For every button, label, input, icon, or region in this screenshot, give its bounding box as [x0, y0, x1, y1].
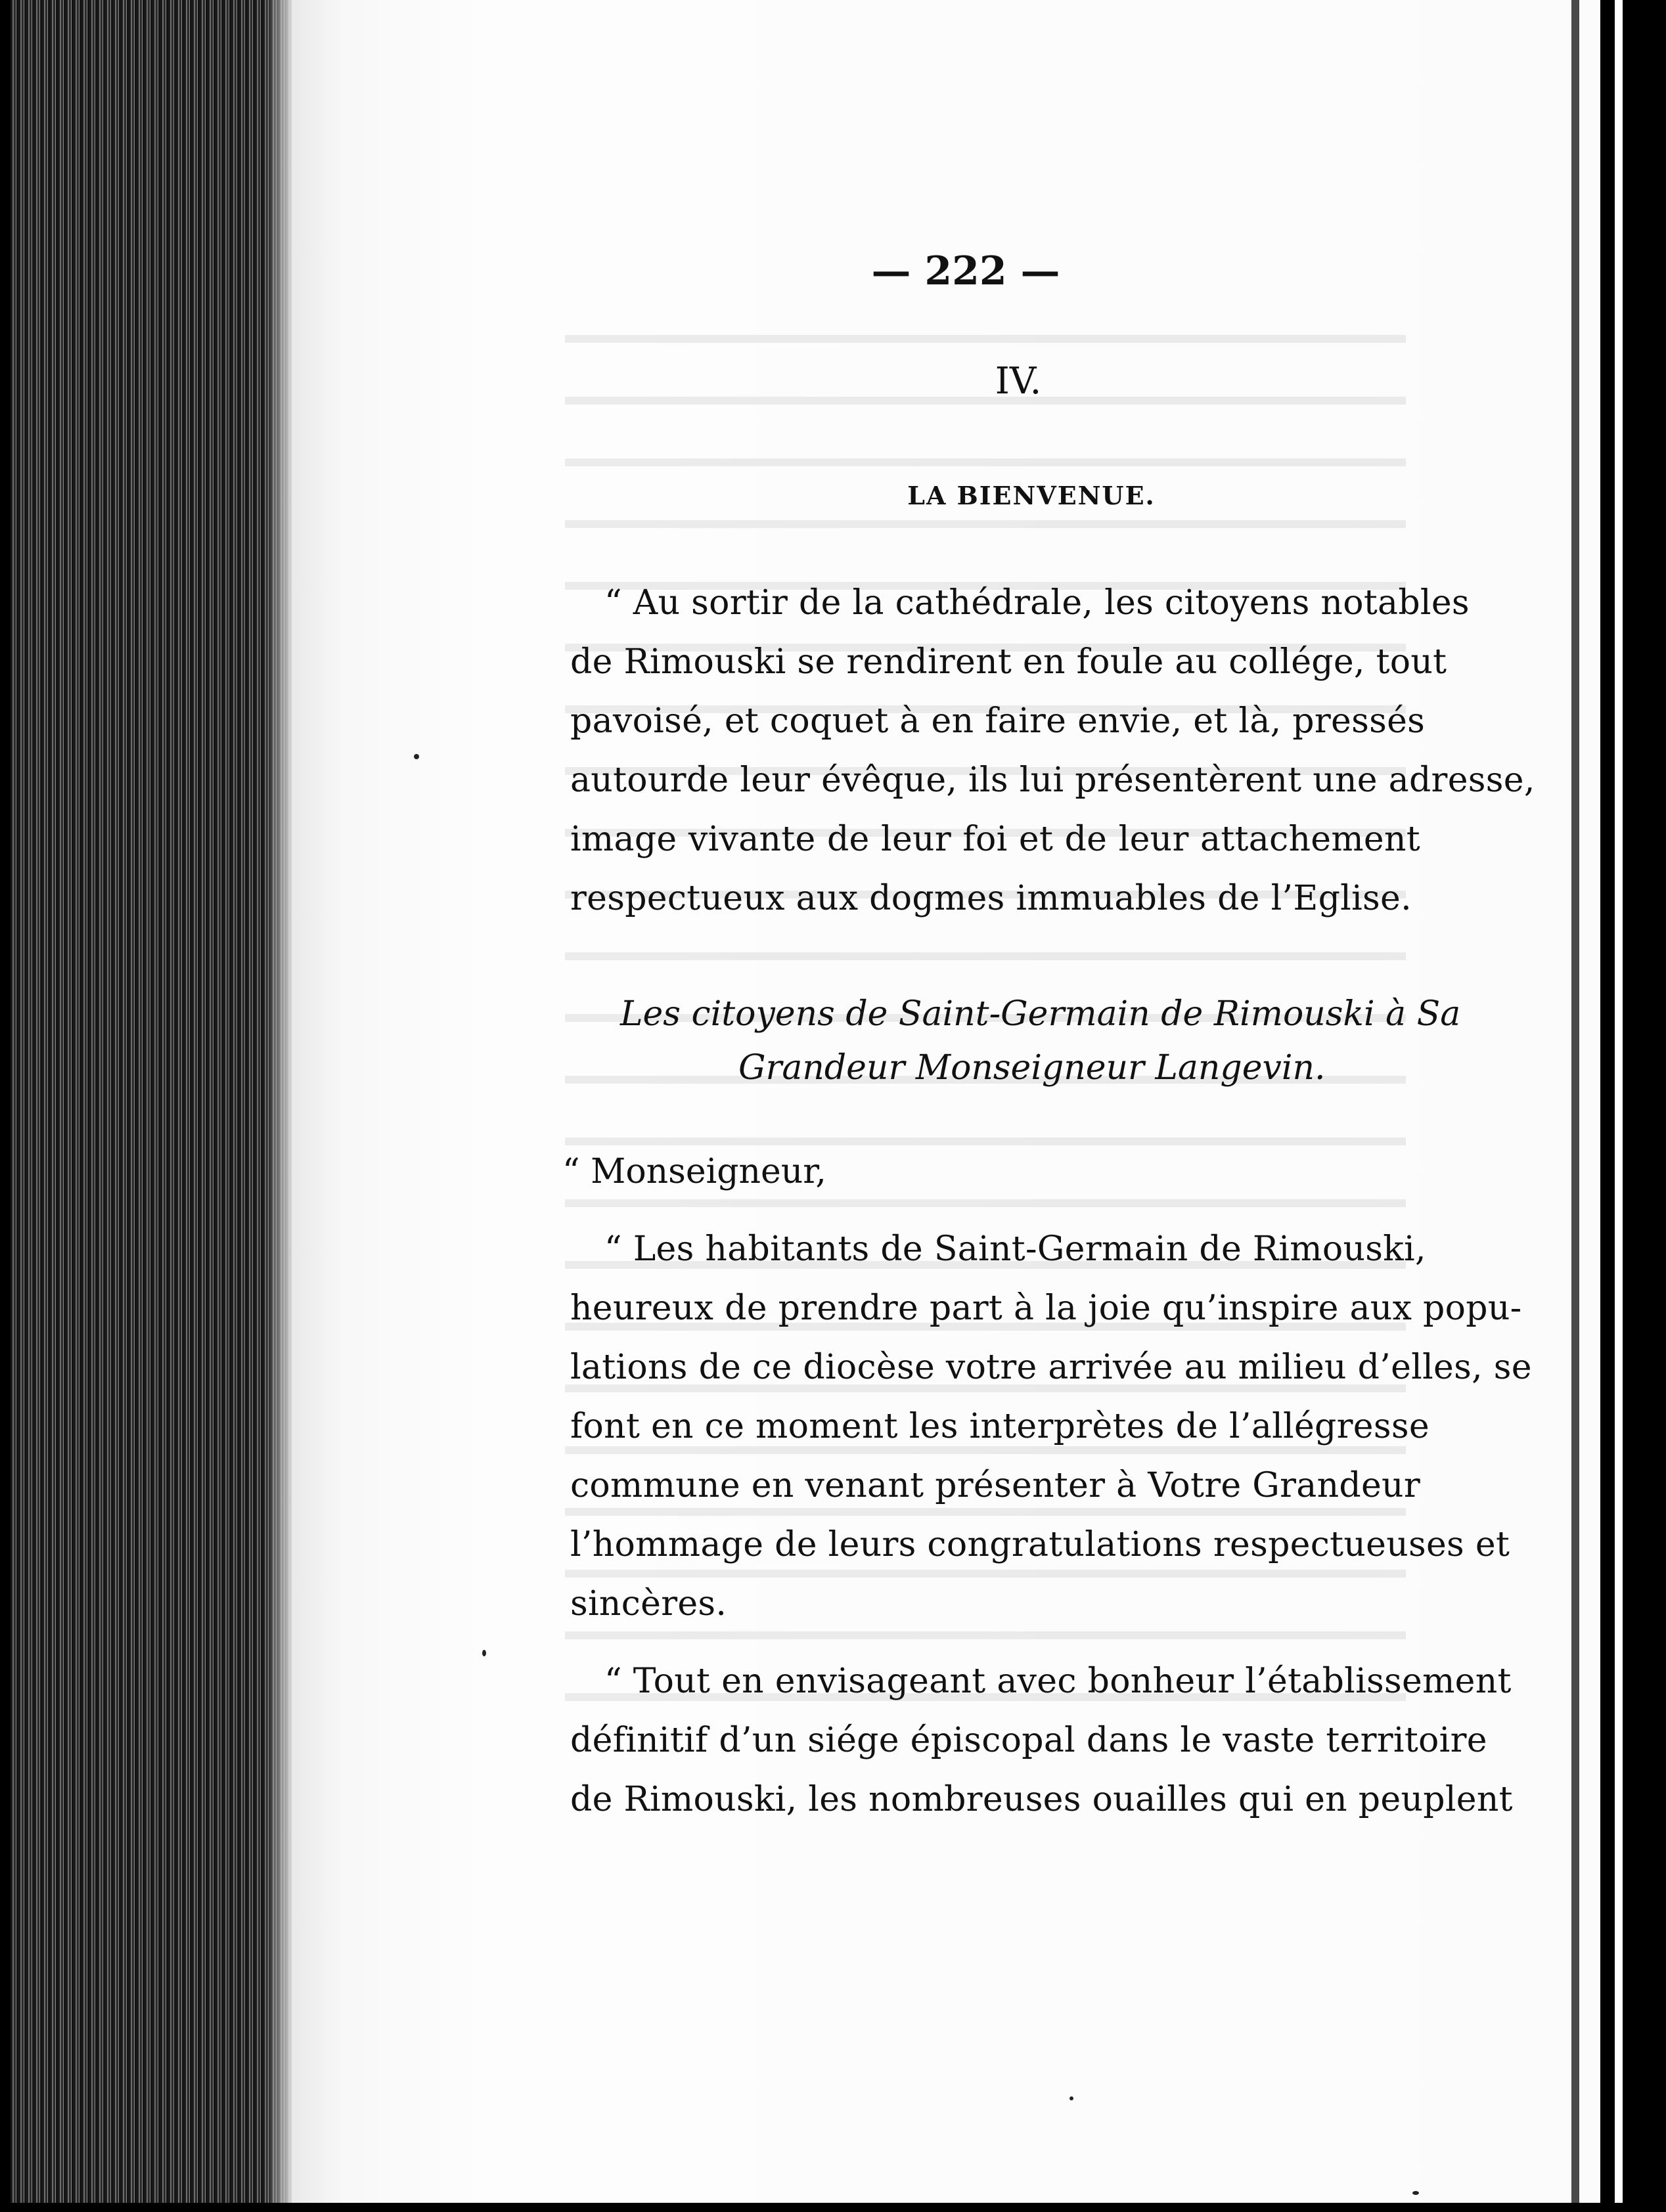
page-number: — 222 — [871, 248, 1060, 294]
paragraph-line: commune en venant présenter à Votre Grandeur [570, 1466, 1420, 1505]
page-fold-edge [1571, 0, 1579, 2203]
section-title: LA BIENVENUE. [907, 481, 1156, 510]
address-heading-line1: Les citoyens de Saint-Germain de Rimouski à Sa [620, 994, 1461, 1034]
paragraph-line: l’hommage de leurs congratulations respectueuses et [570, 1525, 1510, 1564]
salutation: “ Monseigneur, [562, 1152, 826, 1191]
intro-line: image vivante de leur foi et de leur attachement [570, 820, 1420, 859]
intro-line: de Rimouski se rendirent en foule au collége, tout [570, 642, 1447, 682]
section-number: IV. [995, 360, 1042, 403]
speck [414, 754, 419, 759]
paragraph-line: de Rimouski, les nombreuses ouailles qui en peuplent [570, 1780, 1513, 1819]
scan-border-bottom [0, 2203, 1666, 2212]
paragraph-line: lations de ce diocèse votre arrivée au milieu d’elles, se [570, 1348, 1532, 1387]
paragraph-line: “ Tout en envisageant avec bonheur l’établissement [604, 1662, 1512, 1701]
book-page-edges [11, 0, 292, 2203]
paragraph-line: “ Les habitants de Saint-Germain de Rimouski, [604, 1229, 1426, 1269]
intro-line: “ Au sortir de la cathédrale, les citoyens notables [604, 583, 1470, 623]
intro-line: pavoisé, et coquet à en faire envie, et là, pressés [570, 701, 1426, 741]
intro-line: respectueux aux dogmes immuables de l’Eglise. [570, 879, 1412, 918]
speck [1412, 2191, 1419, 2195]
scan-border-right [1600, 0, 1666, 2212]
address-heading-line2: Grandeur Monseigneur Langevin. [738, 1048, 1326, 1088]
paragraph-line: heureux de prendre part à la joie qu’inspire aux popu- [570, 1289, 1522, 1328]
intro-line: autourde leur évêque, ils lui présentèrent une adresse, [570, 761, 1535, 800]
book-page [292, 0, 1602, 2203]
paragraph-line: sincères. [570, 1584, 727, 1624]
scan-border-left [0, 0, 11, 2212]
paragraph-line: définitif d’un siége épiscopal dans le vaste territoire [570, 1721, 1487, 1760]
paragraph-line: font en ce moment les interprètes de l’allégresse [570, 1407, 1430, 1446]
speck [482, 1650, 486, 1656]
speck [1069, 2096, 1073, 2100]
